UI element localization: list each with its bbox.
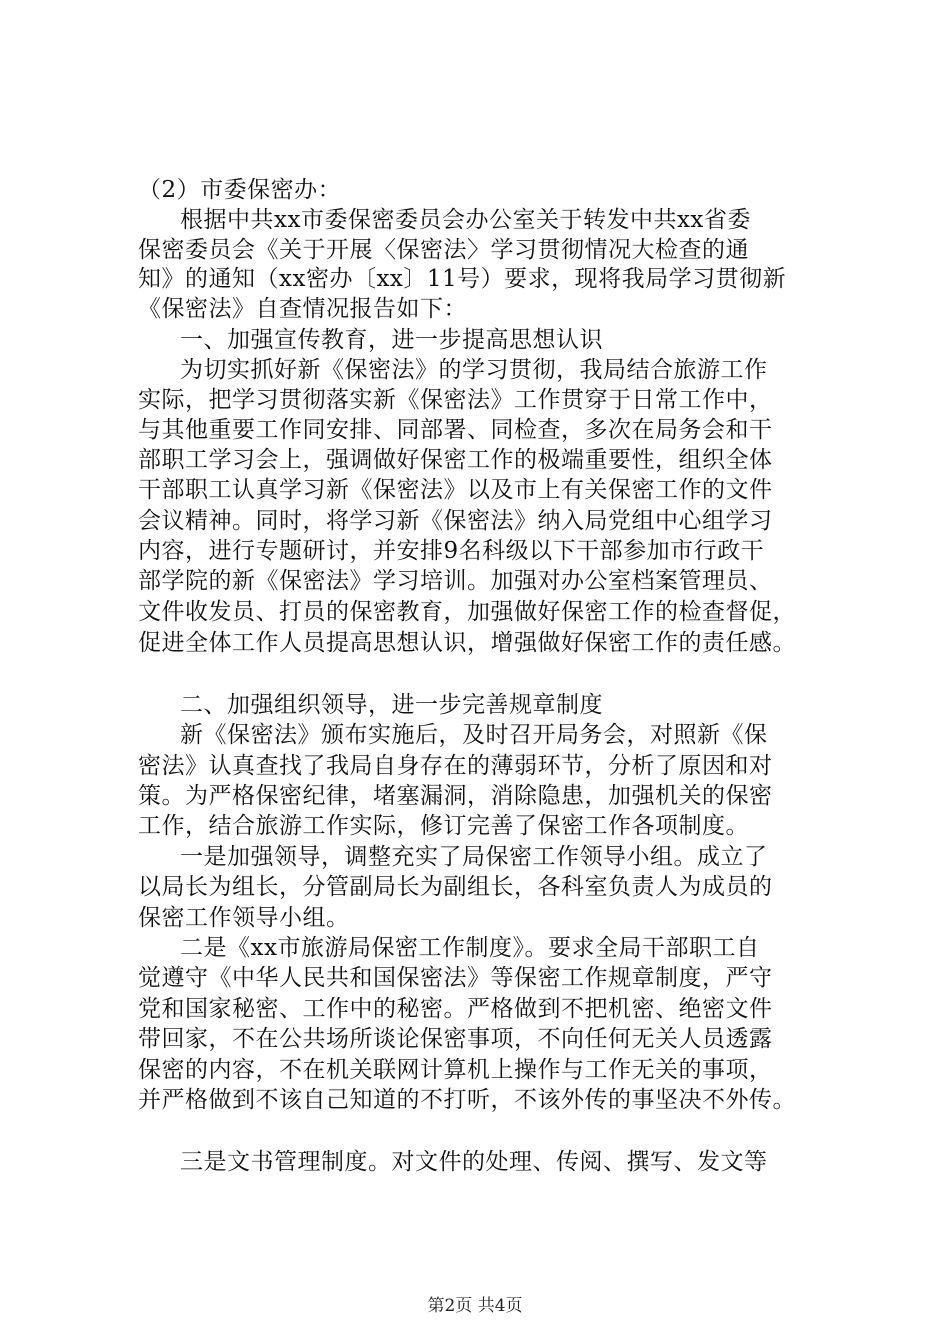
text-line: 二是《xx市旅游局保密工作制度》。要求全局干部职工自 <box>180 935 760 961</box>
text-line: 一、加强宣传教育，进一步提高思想认识 <box>180 327 603 353</box>
text-line: 党和国家秘密、工作中的秘密。严格做到不把机密、绝密文件 <box>138 996 773 1022</box>
text-line: 以局长为组长，分管副局长为副组长，各科室负责人为成员的 <box>138 874 773 900</box>
text-line: 策。为严格保密纪律，堵塞漏洞，消除隐患，加强机关的保密 <box>138 783 773 809</box>
text-line: 促进全体工作人员提高思想认识，增强做好保密工作的责任感。 <box>138 630 796 656</box>
text-line: 工作，结合旅游工作实际，修订完善了保密工作各项制度。 <box>138 813 749 839</box>
text-line: 部学院的新《保密法》学习培训。加强对办公室档案管理员、 <box>138 568 773 594</box>
text-line: 内容，进行专题研讨，并安排9名科级以下干部参加市行政干 <box>138 538 765 564</box>
text-line: 根据中共xx市委保密委员会办公室关于转发中共xx省委 <box>180 207 751 233</box>
text-line: 会议精神。同时，将学习新《保密法》纳入局党组中心组学习 <box>138 508 773 534</box>
text-line: 三是文书管理制度。对文件的处理、传阅、撰写、发文等 <box>180 1149 768 1175</box>
text-line: 干部职工认真学习新《保密法》以及市上有关保密工作的文件 <box>138 477 773 503</box>
text-line: 文件收发员、打员的保密教育，加强做好保密工作的检查督促， <box>138 599 796 625</box>
text-line: 部职工学习会上，强调做好保密工作的极端重要性，组织全体 <box>138 447 773 473</box>
text-line: 二、加强组织领导，进一步完善规章制度 <box>180 692 603 718</box>
text-line: 并严格做到不该自己知道的不打听，不该外传的事坚决不外传。 <box>138 1087 796 1113</box>
text-line: 《保密法》自查情况报告如下： <box>138 296 467 322</box>
text-line: 密法》认真查找了我局自身存在的薄弱环节，分析了原因和对 <box>138 753 773 779</box>
text-line: 觉遵守《中华人民共和国保密法》等保密工作规章制度，严守 <box>138 965 773 991</box>
text-line: 为切实抓好新《保密法》的学习贯彻，我局结合旅游工作 <box>180 357 768 383</box>
text-line: 保密委员会《关于开展〈保密法〉学习贯彻情况大检查的通 <box>138 237 749 263</box>
text-line: 一是加强领导，调整充实了局保密工作领导小组。成立了 <box>180 844 768 870</box>
text-line: 带回家，不在公共场所谈论保密事项，不向任何无关人员透露 <box>138 1026 773 1052</box>
text-line: （2）市委保密办： <box>138 177 342 203</box>
text-line: 实际，把学习贯彻落实新《保密法》工作贯穿于日常工作中， <box>138 387 773 413</box>
text-line: 保密工作领导小组。 <box>138 905 350 931</box>
text-line: 知》的通知（xx密办〔xx〕11号）要求，现将我局学习贯彻新 <box>138 266 787 292</box>
text-line: 保密的内容，不在机关联网计算机上操作与工作无关的事项， <box>138 1057 773 1083</box>
text-line: 新《保密法》颁布实施后，及时召开局务会，对照新《保 <box>180 722 768 748</box>
page-footer: 第2页 共4页 <box>427 1296 523 1316</box>
text-line: 与其他重要工作同安排、同部署、同检查，多次在局务会和干 <box>138 417 773 443</box>
